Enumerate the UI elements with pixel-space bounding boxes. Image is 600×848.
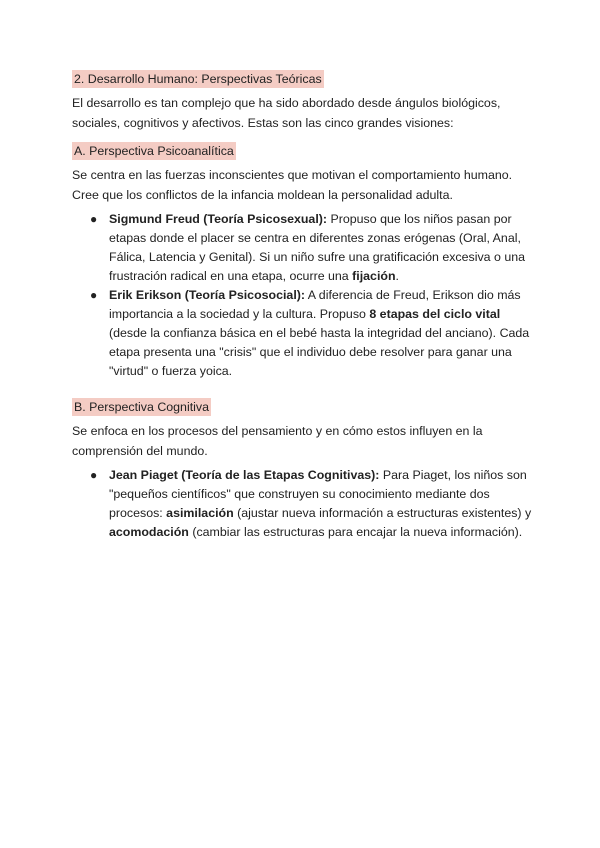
document-page	[72, 70, 534, 542]
item-text: (cambiar las estructuras para encajar la nueva información).	[188, 525, 523, 539]
main-heading: 2. Desarrollo Humano: Perspectivas Teóricas	[74, 72, 322, 86]
intro-paragraph: El desarrollo es tan complejo que ha sido abordado desde ángulos biológicos, sociales, cognitivos y afectivos. Estas son las cinco grandes visiones:	[72, 96, 501, 130]
item-term: fijación	[352, 269, 396, 283]
item-name: Sigmund Freud (Teoría Psicosexual):	[109, 212, 328, 226]
item-text: (desde la confianza básica en el bebé hasta la integridad del anciano). Cada etapa presenta una "crisis" que el individuo debe resolver para ganar una "virtud" o fuerza yoica.	[109, 326, 530, 378]
section-a-heading: A. Perspectiva Psicoanalítica	[74, 144, 234, 158]
item-term: 8 etapas del ciclo vital	[369, 307, 501, 321]
section-a-list	[72, 210, 534, 381]
section-a-paragraph: Se centra en las fuerzas inconscientes que motivan el comportamiento humano. Cree que los conflictos de la infancia moldean la personalidad adulta.	[72, 168, 513, 202]
item-term: asimilación	[166, 506, 234, 520]
list-item-piaget	[90, 466, 534, 542]
section-b-heading: B. Perspectiva Cognitiva	[74, 400, 209, 414]
list-item-erikson	[90, 286, 534, 381]
item-text: Para Piaget, los niños son "pequeños científicos" que construyen su conocimiento mediante dos procesos:	[109, 468, 527, 520]
item-text: A diferencia de Freud, Erikson dio más importancia a la sociedad y la cultura. Propuso	[109, 288, 521, 321]
bullet-icon: ●	[90, 468, 98, 482]
item-text: Propuso que los niños pasan por etapas donde el placer se centra en diferentes zonas erógenas (Oral, Anal, Fálica, Latencia y Genital). Si un niño sufre una gratificación excesiva o una frustración radical en una etapa, ocurre una	[109, 212, 526, 283]
main-heading-wrap	[72, 70, 534, 88]
list-item-freud	[90, 210, 534, 286]
item-name: Erik Erikson (Teoría Psicosocial):	[109, 288, 306, 302]
section-b-paragraph: Se enfoca en los procesos del pensamiento y en cómo estos influyen en la comprensión del mundo.	[72, 424, 483, 458]
item-name: Jean Piaget (Teoría de las Etapas Cognitivas):	[109, 468, 380, 482]
item-term: acomodación	[109, 525, 189, 539]
section-b-list	[72, 466, 534, 542]
section-a-heading-wrap	[72, 142, 534, 160]
bullet-icon: ●	[90, 212, 98, 226]
section-b-heading-wrap	[72, 398, 534, 416]
bullet-icon: ●	[90, 288, 98, 302]
item-text: (ajustar nueva información a estructuras existentes) y	[233, 506, 532, 520]
item-text: .	[395, 269, 399, 283]
